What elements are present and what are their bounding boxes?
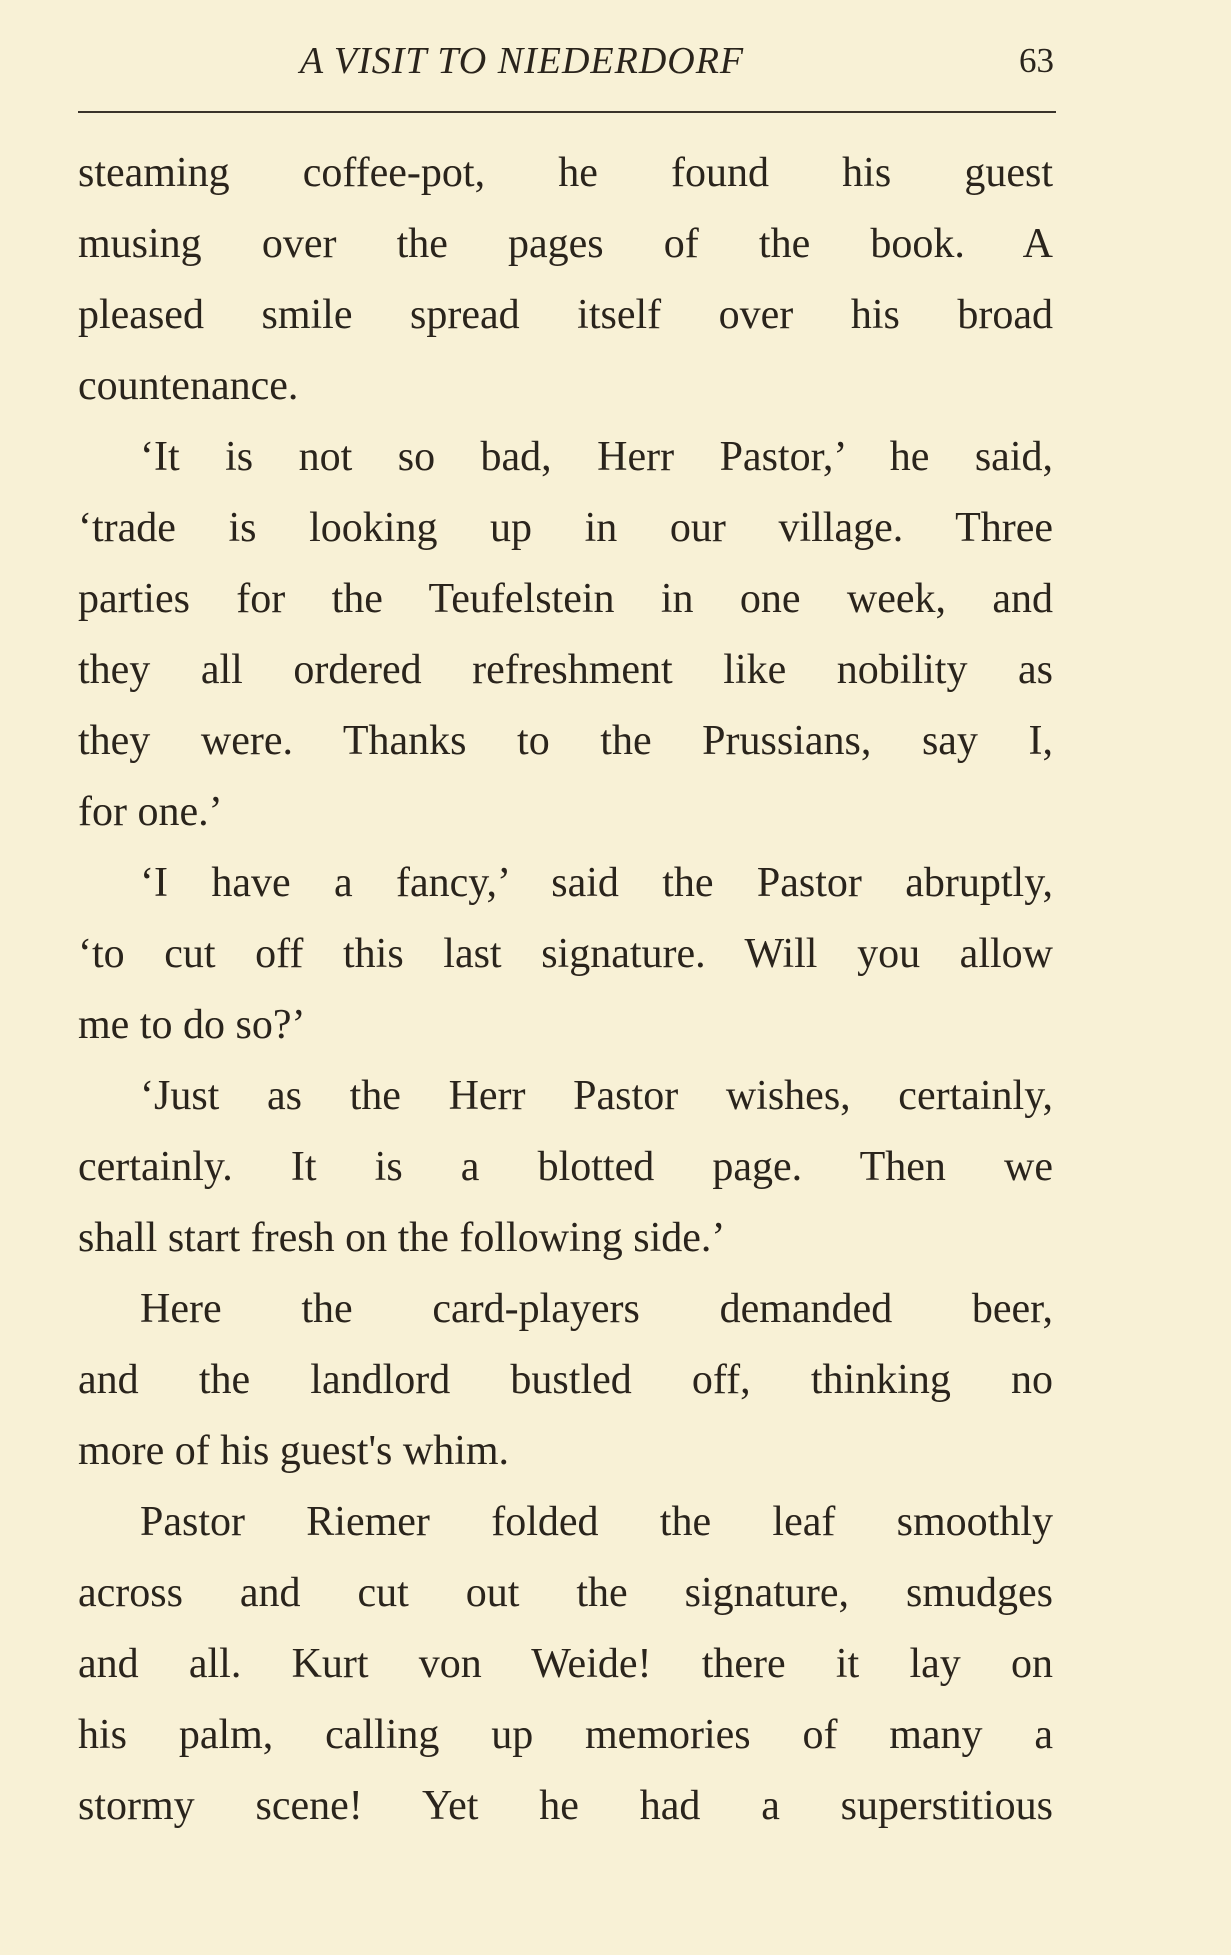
text-line: shall start fresh on the following side.’ (78, 1215, 726, 1261)
text-line: steaming coffee-pot, he found his guest (78, 150, 1053, 196)
text-line: and the landlord bustled off, thinking no (78, 1357, 1053, 1403)
text-line: ‘I have a fancy,’ said the Pastor abruptly, (140, 860, 1053, 906)
running-head (78, 36, 1056, 96)
body-text (78, 138, 1053, 1842)
text-line: certainly. It is a blotted page. Then we (78, 1144, 1053, 1190)
text-line: ‘It is not so bad, Herr Pastor,’ he said, (140, 434, 1053, 480)
text-line: ‘trade is looking up in our village. Three (78, 505, 1053, 551)
text-line: and all. Kurt von Weide! there it lay on (78, 1641, 1053, 1687)
text-line: Here the card-players demanded beer, (140, 1286, 1053, 1332)
running-title: A VISIT TO NIEDERDORF (299, 40, 745, 82)
text-line: ‘to cut off this last signature. Will you allow (78, 931, 1053, 977)
text-line: across and cut out the signature, smudges (78, 1570, 1053, 1616)
text-line: pleased smile spread itself over his broad (78, 292, 1053, 338)
text-line: more of his guest's whim. (78, 1428, 510, 1474)
page-number: 63 (1019, 41, 1054, 80)
text-line: his palm, calling up memories of many a (78, 1712, 1053, 1758)
text-line: they were. Thanks to the Prussians, say I, (78, 718, 1053, 764)
text-line: me to do so?’ (78, 1002, 306, 1048)
text-line: for one.’ (78, 789, 223, 835)
text-line: parties for the Teufelstein in one week, and (78, 576, 1053, 622)
text-line: ‘Just as the Herr Pastor wishes, certainly, (140, 1073, 1053, 1119)
header-rule (78, 111, 1056, 113)
text-line: countenance. (78, 363, 299, 409)
text-line: musing over the pages of the book. A (78, 221, 1053, 267)
text-line: they all ordered refreshment like nobility as (78, 647, 1053, 693)
text-line: Pastor Riemer folded the leaf smoothly (140, 1499, 1053, 1545)
text-line: stormy scene! Yet he had a superstitious (78, 1783, 1053, 1829)
